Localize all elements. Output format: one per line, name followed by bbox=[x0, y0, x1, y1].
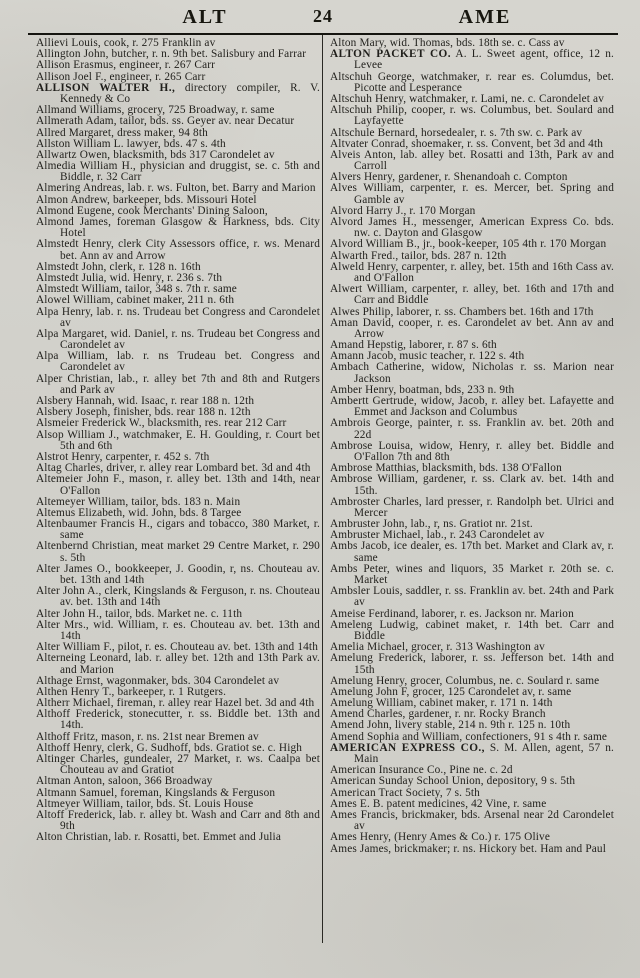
entry-text: Alter Mrs., wid. William, r. es. Chouteau av. bet. 13th and 14th bbox=[36, 618, 320, 642]
entry-text: Altschule Bernard, horsedealer, r. s. 7th sw. c. Park av bbox=[330, 126, 583, 139]
entry-text: Altman Anton, saloon, 366 Broadway bbox=[36, 775, 213, 788]
entry-text: Amelung Frederick, laborer, r. ss. Jefferson bet. 14th and 15th bbox=[330, 652, 614, 676]
directory-entry bbox=[36, 653, 320, 675]
entry-text: Alton Christian, lab. r. Rosatti, bet. Emmet and Julia bbox=[36, 831, 281, 844]
directory-entry bbox=[330, 49, 614, 71]
directory-entry bbox=[36, 620, 320, 642]
entry-text: Allievi Louis, cook, r. 275 Franklin av bbox=[36, 37, 216, 49]
directory-column-right bbox=[330, 38, 614, 855]
entry-text: Altemus Elizabeth, wid. John, bds. 8 Targee bbox=[36, 506, 242, 519]
entry-text: Almering Andreas, lab. r. ws. Fulton, bet. Barry and Marion bbox=[36, 182, 316, 195]
directory-entry bbox=[330, 217, 614, 239]
entry-text: Alveis Anton, lab. alley bet. Rosatti and 13th, Park av and Carroll bbox=[330, 148, 614, 173]
directory-entry bbox=[36, 374, 320, 396]
directory-entry bbox=[36, 564, 320, 586]
directory-entry bbox=[330, 743, 614, 765]
entry-text: Ames Henry, (Henry Ames & Co.) r. 175 Olive bbox=[330, 831, 551, 844]
entry-text: Alwert William, carpenter, r. alley, bet. 16th and 17th and Carr and Biddle bbox=[330, 283, 614, 307]
entry-text: Amelung Henry, grocer, Columbus, ne. c. Soulard r. same bbox=[330, 674, 600, 687]
entry-text: Althoff Henry, clerk, G. Sudhoff, bds. Gratiot se. c. High bbox=[36, 741, 303, 754]
directory-entry bbox=[36, 83, 320, 105]
directory-entry bbox=[330, 441, 614, 463]
directory-entry bbox=[330, 653, 614, 675]
entry-text: Amend Charles, gardener, r. nr. Rocky Branch bbox=[330, 708, 546, 721]
entry-text: Altmeyer William, tailor, bds. St. Louis House bbox=[36, 797, 254, 810]
directory-entry bbox=[330, 810, 614, 832]
directory-entry bbox=[330, 362, 614, 384]
directory-entry bbox=[36, 329, 320, 351]
entry-text: Alpa William, lab. r. ns Trudeau bet. Congress and Carondelet av bbox=[36, 350, 320, 374]
entry-text: Alter John A., clerk, Kingslands & Ferguson, r. ns. Chouteau av. bet. 13th and 14th bbox=[36, 585, 320, 609]
entry-text: Almstedt Julia, wid. Henry, r. 236 s. 7th bbox=[36, 271, 223, 284]
directory-entry bbox=[330, 183, 614, 205]
header-letter-range-left: ALT bbox=[182, 6, 228, 28]
directory-entry bbox=[36, 474, 320, 496]
entry-text: Alvord William B., jr., book-keeper, 105 4th r. 170 Morgan bbox=[330, 238, 607, 251]
header-rule bbox=[28, 33, 618, 35]
entry-text: Alter James O., bookkeeper, J. Goodin, r, ns. Chouteau av. bet. 13th and 14th bbox=[36, 562, 320, 586]
entry-text: Alter John H., tailor, bds. Market ne. c. 11th bbox=[36, 607, 243, 620]
entry-text: Ambroster Charles, lard presser, r. Randolph bet. Ulrici and Mercer bbox=[330, 495, 614, 519]
directory-entry bbox=[330, 396, 614, 418]
entry-text: Amend John, livery stable, 214 n. 9th r. 125 n. 10th bbox=[330, 719, 571, 732]
entry-text: Amber Henry, boatman, bds, 233 n. 9th bbox=[330, 383, 515, 396]
directory-entry bbox=[330, 150, 614, 172]
entry-text: Amelia Michael, grocer, r. 313 Washington av bbox=[330, 641, 545, 654]
entry-text: Alsmeier Frederick W., blacksmith, res. rear 212 Carr bbox=[36, 417, 287, 430]
entry-text: A. L. Sweet agent, office, 12 n. Levee bbox=[354, 48, 615, 72]
entry-text: Ameise Ferdinand, laborer, r. es. Jackson nr. Marion bbox=[330, 607, 574, 620]
directory-column-left bbox=[36, 38, 320, 844]
entry-text: Althen Henry T., barkeeper, r. 1 Rutgers. bbox=[36, 685, 227, 698]
entry-text: Allmand Williams, grocery, 725 Broadway, r. same bbox=[36, 104, 275, 117]
entry-text: American Sunday School Union, depository, 9 s. 5th bbox=[330, 775, 576, 788]
entry-text: Ambruster John, lab., r, ns. Gratiot nr. 21st. bbox=[330, 518, 533, 531]
entry-text: Altinger Charles, gundealer, 27 Market, r. ws. Caalpa bet Chouteau av and Gratiot bbox=[36, 753, 320, 777]
entry-text: Allington John, butcher, r. n. 9th bet. Salisbury and Farrar bbox=[36, 48, 307, 61]
entry-text: Ambrois George, painter, r. ss. Franklin av. bet. 20th and 22d bbox=[330, 417, 614, 441]
entry-text: Alvers Henry, gardener, r. Shenandoah c. Compton bbox=[330, 171, 568, 184]
entry-text: Amelung John F, grocer, 125 Carondelet av, r. same bbox=[330, 685, 572, 698]
entry-bold-name: AMERICAN EXPRESS CO., bbox=[330, 741, 485, 754]
directory-entry bbox=[330, 318, 614, 340]
directory-entry bbox=[330, 262, 614, 284]
entry-text: Althoff Frederick, stonecutter, r. ss. Biddle bet. 13th and 14th. bbox=[36, 708, 320, 732]
directory-entry bbox=[330, 418, 614, 440]
entry-bold-name: ALTON PACKET CO. bbox=[330, 48, 451, 61]
entry-text: Allmerath Adam, tailor, bds. ss. Geyer av. near Decatur bbox=[36, 115, 295, 128]
entry-text: Allison Erasmus, engineer, r. 267 Carr bbox=[36, 59, 216, 72]
entry-text: Althage Ernst, wagonmaker, bds. 304 Carondelet av bbox=[36, 674, 280, 687]
entry-text: Ambrose Louisa, widow, Henry, r. alley bet. Biddle and O'Fallon 7th and 8th bbox=[330, 439, 614, 463]
entry-text: Alpa Margaret, wid. Daniel, r. ns. Trudeau bet Congress and Carondelet av bbox=[36, 327, 320, 352]
directory-entry bbox=[36, 541, 320, 563]
entry-text: Altag Charles, driver, r. alley rear Lombard bet. 3d and 4th bbox=[36, 462, 311, 475]
entry-text: Alter William F., pilot, r. es. Chouteau av. bet. 13th and 14th bbox=[36, 641, 319, 654]
entry-text: Altschuh Philip, cooper, r. ws. Columbus, bet. Soulard and Layfayette bbox=[330, 104, 614, 128]
entry-text: Alper Christian, lab., r. alley bet 7th and 8th and Rutgers and Park av bbox=[36, 372, 320, 396]
entry-text: Alves William, carpenter, r. es. Mercer, bet. Spring and Gamble av bbox=[330, 182, 614, 206]
header-letter-range-right: AME bbox=[458, 6, 512, 28]
entry-text: Almstedt John, clerk, r. 128 n. 16th bbox=[36, 260, 201, 273]
entry-text: Altemeyer William, tailor, bds. 183 n. Main bbox=[36, 495, 241, 508]
entry-text: Ambs Jacob, ice dealer, es. 17th bet. Market and Clark av, r. same bbox=[330, 540, 614, 564]
entry-text: Almedia William H., physician and druggist, se. c. 5th and Biddle, r. 32 Carr bbox=[36, 160, 320, 184]
directory-entry bbox=[330, 564, 614, 586]
directory-entry bbox=[36, 810, 320, 832]
entry-text: Almstedt William, tailor, 348 s. 7th r. same bbox=[36, 283, 237, 296]
entry-text: Althoff Fritz, mason, r. ns. 21st near Bremen av bbox=[36, 730, 259, 743]
entry-text: Allwartz Owen, blacksmith, bds 317 Carondelet av bbox=[36, 148, 275, 161]
directory-entry bbox=[36, 217, 320, 239]
entry-text: Alowel William, cabinet maker, 211 n. 6th bbox=[36, 294, 235, 307]
entry-text: Ameleng Ludwig, cabinet maket, r. 14th bet. Carr and Biddle bbox=[330, 618, 614, 642]
directory-entry bbox=[330, 72, 614, 94]
directory-entry bbox=[36, 832, 320, 843]
entry-text: Altemeier John F., mason, r. alley bet. 13th and 14th, near O'Fallon bbox=[36, 473, 320, 497]
directory-entry bbox=[330, 586, 614, 608]
directory-entry bbox=[36, 239, 320, 261]
entry-text: Ambrose William, gardener, r. ss. Clark av. bet. 14th and 15th. bbox=[330, 473, 614, 497]
entry-bold-name: ALLISON WALTER H., bbox=[36, 81, 176, 94]
directory-entry bbox=[330, 620, 614, 642]
entry-text: Amand Hepstig, laborer, r. 87 s. 6th bbox=[330, 339, 497, 352]
entry-text: Allred Margaret, dress maker, 94 8th bbox=[36, 126, 208, 139]
entry-text: Alsbery Joseph, finisher, bds. rear 188 n. 12th bbox=[36, 406, 251, 419]
directory-entry bbox=[330, 284, 614, 306]
entry-text: Altmann Samuel, foreman, Kingslands & Ferguson bbox=[36, 786, 276, 799]
entry-text: Alsop William J., watchmaker, E. H. Goulding, r. Court bet 5th and 6th bbox=[36, 428, 320, 452]
entry-text: Alterneing Leonard, lab. r. alley bet. 12th and 13th Park av. and Marion bbox=[36, 652, 320, 676]
entry-text: Ambrose Matthias, blacksmith, bds. 138 O'Fallon bbox=[330, 462, 562, 475]
entry-text: Alwarth Fred., tailor, bds. 287 n. 12th bbox=[330, 249, 507, 262]
directory-entry bbox=[330, 541, 614, 563]
directory-entry bbox=[330, 497, 614, 519]
directory-entry bbox=[36, 709, 320, 731]
directory-entry bbox=[36, 586, 320, 608]
entry-text: Altschuh Henry, watchmaker, r. Lami, ne. c. Carondelet av bbox=[330, 92, 605, 105]
directory-entry bbox=[36, 307, 320, 329]
entry-text: Altenbaumer Francis H., cigars and tobacco, 380 Market, r. same bbox=[36, 518, 320, 542]
entry-text: Alweld Henry, carpenter, r. alley, bet. 15th and 16th Cass av. and O'Fallon bbox=[330, 260, 614, 284]
page-header bbox=[30, 6, 616, 32]
entry-text: Allison Joel F., engineer, r. 265 Carr bbox=[36, 70, 206, 83]
directory-entry bbox=[36, 430, 320, 452]
entry-text: Ambach Catherine, widow, Nicholas r. ss. Marion near Jackson bbox=[330, 361, 614, 385]
directory-entry bbox=[36, 754, 320, 776]
directory-entry bbox=[36, 519, 320, 541]
entry-text: Ames Francis, brickmaker, bds. Arsenal near 2d Carondelet av bbox=[330, 808, 614, 833]
entry-text: Alwes Philip, laborer, r. ss. Chambers bet. 16th and 17th bbox=[330, 305, 594, 318]
directory-entry bbox=[330, 474, 614, 496]
entry-text: Amann Jacob, music teacher, r. 122 s. 4th bbox=[330, 350, 525, 363]
entry-text: Almond James, foreman Glasgow & Harkness, bds. City Hotel bbox=[36, 216, 320, 240]
entry-text: Aman David, cooper, r. es. Carondelet av bet. Ann av and Arrow bbox=[330, 316, 614, 340]
entry-text: Almond Eugene, cook Merchants' Dining Saloon, bbox=[36, 204, 268, 217]
entry-text: Ambs Peter, wines and liquors, 35 Market r. 20th se. c. Market bbox=[330, 562, 614, 586]
entry-text: Alsbery Hannah, wid. Isaac, r. rear 188 n. 12th bbox=[36, 395, 255, 407]
directory-entry bbox=[330, 105, 614, 127]
entry-text: Alvord James H., messenger, American Express Co. bds. nw. c. Dayton and Glasgow bbox=[330, 216, 614, 240]
directory-entry bbox=[36, 161, 320, 183]
page-number: 24 bbox=[313, 6, 333, 26]
entry-text: Altvater Conrad, shoemaker, r. ss. Convent, bet 3d and 4th bbox=[330, 137, 604, 150]
entry-text: Ames E. B. patent medicines, 42 Vine, r. same bbox=[330, 797, 547, 810]
entry-text: Ambsler Louis, saddler, r. ss. Franklin av. bet. 24th and Park av bbox=[330, 585, 614, 609]
entry-text: Altenbernd Christian, meat market 29 Centre Market, r. 290 s. 5th bbox=[36, 540, 320, 564]
column-divider bbox=[322, 35, 323, 943]
entry-text: Ames James, brickmaker; r. ns. Hickory bet. Ham and Paul bbox=[330, 842, 607, 855]
entry-text: Allston William L. lawyer, bds. 47 s. 4th bbox=[36, 137, 226, 150]
entry-text: Altherr Michael, fireman, r. alley rear Hazel bet. 3d and 4th bbox=[36, 697, 315, 710]
entry-text: American Tract Society, 7 s. 5th bbox=[330, 786, 480, 799]
entry-text: Alton Mary, wid. Thomas, bds. 18th se. c. Cass av bbox=[330, 37, 565, 49]
entry-text: Ambruster Michael, lab., r. 243 Carondelet av bbox=[330, 529, 545, 542]
entry-text: Almstedt Henry, clerk City Assessors office, r. ws. Menard bet. Ann av and Arrow bbox=[36, 238, 320, 262]
entry-text: Amelung William, cabinet maker, r. 171 n. 14th bbox=[330, 697, 553, 710]
entry-text: S. M. Allen, agent, 57 n. Main bbox=[354, 741, 614, 765]
entry-text: Altoff Frederick, lab. r. alley bt. Wash and Carr and 8th and 9th bbox=[36, 808, 320, 833]
directory-entry bbox=[36, 351, 320, 373]
entry-text: Amend Sophia and William, confectioners, 91 s 4th r. same bbox=[330, 730, 608, 743]
entry-text: Almon Andrew, barkeeper, bds. Missouri Hotel bbox=[36, 193, 257, 206]
entry-text: Alstrot Henry, carpenter, r. 452 s. 7th bbox=[36, 450, 210, 463]
entry-text: directory compiler, R. V. Kennedy & Co bbox=[60, 81, 320, 105]
entry-text: American Insurance Co., Pine ne. c. 2d bbox=[330, 764, 513, 777]
entry-text: Alvord Harry J., r. 170 Morgan bbox=[330, 204, 476, 217]
entry-text: Alpa Henry, lab. r. ns. Trudeau bet Congress and Carondelet av bbox=[36, 305, 320, 329]
entry-text: Ambertt Gertrude, widow, Jacob, r. alley bet. Lafayette and Emmet and Jackson and Columbus bbox=[330, 395, 614, 419]
entry-text: Altschuh George, watchmaker, r. rear es. Columdus, bet. Picotte and Lesperance bbox=[330, 70, 614, 94]
directory-entry bbox=[330, 844, 614, 855]
